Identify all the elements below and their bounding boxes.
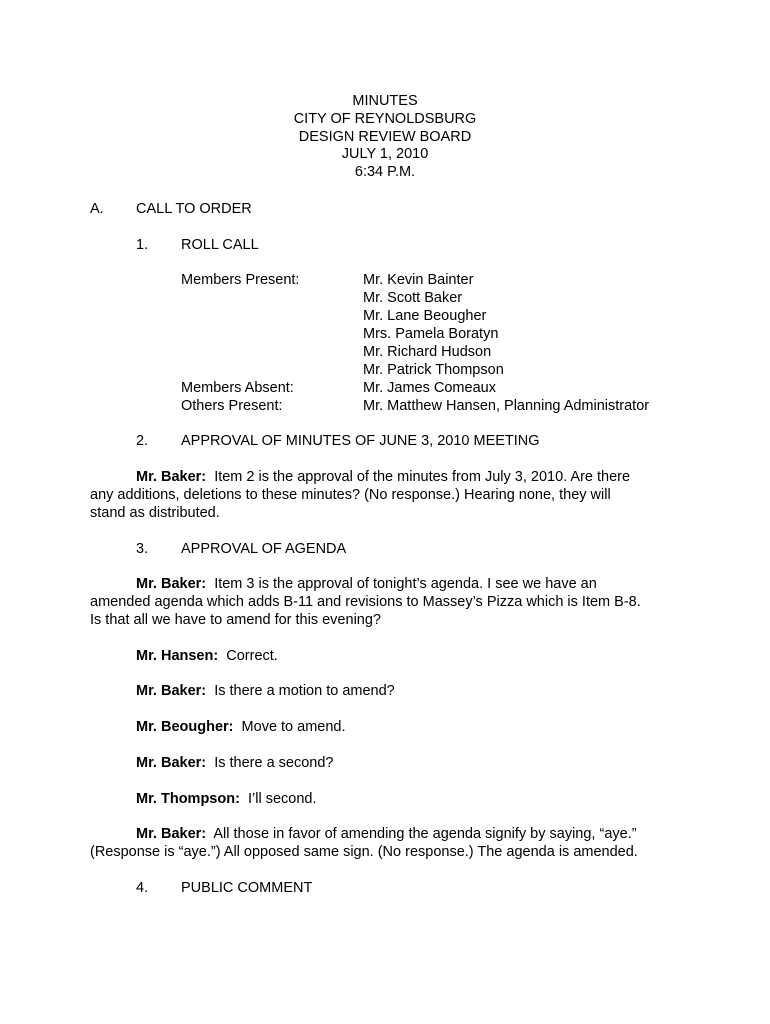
header-title: MINUTES [352, 93, 418, 109]
member-present: Mr. Richard Hudson [363, 344, 492, 360]
roll-call-labels [181, 271, 299, 415]
paragraph-1-line-3: stand as distributed. [90, 505, 220, 521]
speaker-name: Mr. Baker: [136, 576, 207, 592]
paragraph-1-line-1 [136, 468, 630, 486]
paragraph-4 [136, 682, 395, 700]
item-4-number: 4. [136, 880, 149, 896]
paragraph-7 [136, 790, 317, 808]
item-3-title: APPROVAL OF AGENDA [181, 541, 347, 557]
speaker-name: Mr. Beougher: [136, 719, 234, 735]
speech-text: Is there a second? [214, 755, 334, 771]
paragraph-2-line-2: amended agenda which adds B-11 and revisions to Massey’s Pizza which is Item B-8. [90, 594, 641, 610]
item-3-number: 3. [136, 541, 149, 557]
member-present: Mr. Scott Baker [363, 290, 463, 306]
section-a-letter: A. [90, 201, 104, 217]
item-1-number: 1. [136, 237, 149, 253]
paragraph-8-line-2: (Response is “aye.”) All opposed same sign. (No response.) The agenda is amended. [90, 844, 638, 860]
header-time: 6:34 P.M. [354, 164, 416, 181]
header-board: DESIGN REVIEW BOARD [298, 128, 472, 145]
item-2-title: APPROVAL OF MINUTES OF JUNE 3, 2010 MEETING [181, 433, 540, 449]
members-absent-label: Members Absent: [181, 380, 294, 396]
other-present: Mr. Matthew Hansen, Planning Administrator [363, 398, 650, 414]
speech-text: I’ll second. [247, 791, 317, 807]
paragraph-2-line-1 [136, 575, 597, 593]
document-header [0, 93, 770, 182]
paragraph-5 [136, 718, 346, 736]
others-present-label: Others Present: [181, 398, 283, 414]
member-absent: Mr. James Comeaux [363, 380, 496, 396]
speech-text: Move to amend. [241, 719, 346, 735]
paragraph-6 [136, 754, 334, 772]
paragraph-3 [136, 647, 278, 665]
member-present: Mr. Patrick Thompson [363, 362, 504, 378]
speaker-name: Mr. Baker: [136, 755, 207, 771]
speech-text: Item 3 is the approval of tonight’s agenda. I see we have an [214, 576, 597, 592]
member-present: Mr. Kevin Bainter [363, 272, 474, 288]
item-4-title: PUBLIC COMMENT [181, 880, 313, 896]
members-present-label: Members Present: [181, 272, 300, 288]
speaker-name: Mr. Baker: [136, 469, 207, 485]
item-1-title: ROLL CALL [181, 237, 259, 253]
roll-call-names [363, 271, 649, 415]
speech-text: Item 2 is the approval of the minutes from July 3, 2010. Are there [214, 469, 631, 485]
speaker-name: Mr. Baker: [136, 683, 207, 699]
speaker-name: Mr. Thompson: [136, 791, 240, 807]
speech-text: Is there a motion to amend? [214, 683, 395, 699]
speaker-name: Mr. Baker: [136, 826, 207, 842]
speech-text: All those in favor of amending the agenda signify by saying, “aye.” [213, 826, 637, 842]
speech-text: Correct. [226, 648, 278, 664]
paragraph-1-line-2: any additions, deletions to these minutes? (No response.) Hearing none, they will [90, 487, 611, 503]
speaker-name: Mr. Hansen: [136, 648, 219, 664]
header-city: CITY OF REYNOLDSBURG [293, 110, 477, 127]
member-present: Mrs. Pamela Boratyn [363, 326, 499, 342]
item-2-number: 2. [136, 433, 149, 449]
paragraph-8-line-1 [136, 825, 637, 843]
section-a-title: CALL TO ORDER [136, 201, 252, 217]
header-date: JULY 1, 2010 [341, 146, 429, 163]
paragraph-2-line-3: Is that all we have to amend for this evening? [90, 612, 381, 628]
member-present: Mr. Lane Beougher [363, 308, 487, 324]
